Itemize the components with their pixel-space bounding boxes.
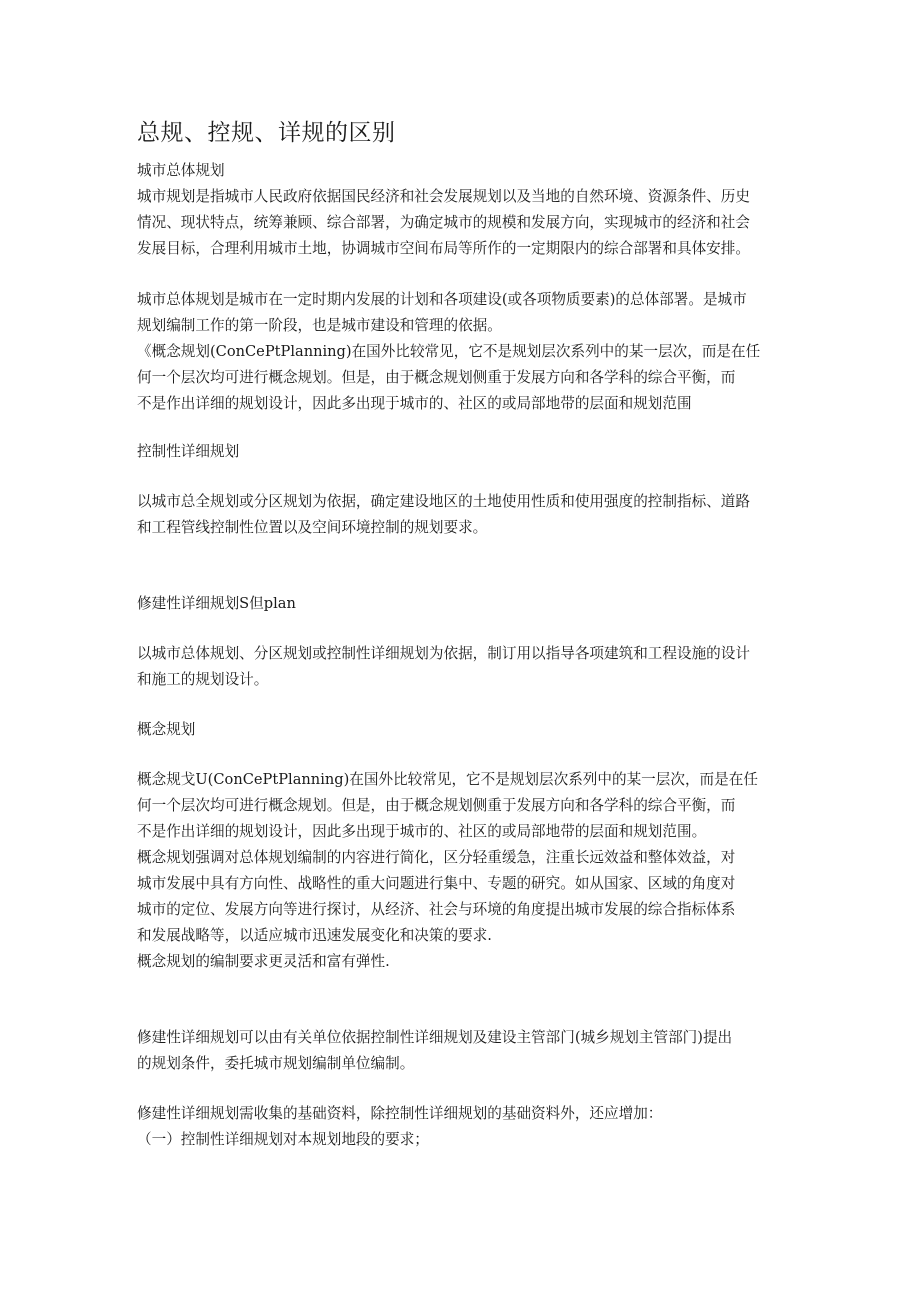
heading-master-plan: 城市总体规划 [137, 162, 225, 179]
paragraph-line: 和发展战略等，以适应城市迅速发展变化和决策的要求. [137, 927, 492, 944]
paragraph-line: 城市总体规划是城市在一定时期内发展的计划和各项建设(或各项物质要素)的总体部署。是城市 [137, 291, 747, 308]
paragraph-line: 概念规戈U(ConCePtPlanning)在国外比较常见，它不是规划层次系列中的某一层次，而是在任 [137, 771, 758, 788]
paragraph-line: 情况、现状特点，统筹兼顾、综合部署，为确定城市的规模和发展方向，实现城市的经济和社会 [137, 214, 750, 231]
paragraph-line: 不是作出详细的规划设计，因此多出现于城市的、社区的或局部地带的层面和规划范围 [137, 395, 692, 412]
heading-site-plan: 修建性详细规划S但plan [137, 595, 296, 612]
paragraph-line: 《概念规划(ConCePtPlanning)在国外比较常见，它不是规划层次系列中的某一层次，而是在任 [137, 343, 761, 360]
paragraph-line: 规划编制工作的第一阶段，也是城市建设和管理的依据。 [137, 317, 502, 334]
paragraph-line: 以城市总体规划、分区规划或控制性详细规划为依据，制订用以指导各项建筑和工程设施的设计 [137, 645, 750, 662]
heading-concept-plan: 概念规划 [137, 721, 196, 738]
paragraph-line: 何一个层次均可进行概念规划。但是，由于概念规划侧重于发展方向和各学科的综合平衡，而 [137, 797, 736, 814]
list-item: （一）控制性详细规划对本规划地段的要求； [137, 1131, 429, 1148]
paragraph-line: 和工程管线控制性位置以及空间环境控制的规划要求。 [137, 519, 488, 536]
document-title: 总规、控规、详规的区别 [137, 120, 396, 146]
paragraph-line: 和施工的规划设计。 [137, 671, 269, 688]
paragraph-line: 以城市总全规划或分区规划为依据，确定建设地区的土地使用性质和使用强度的控制指标、道路 [137, 493, 750, 510]
paragraph-line: 修建性详细规划可以由有关单位依据控制性详细规划及建设主管部门(城乡规划主管部门)提出 [137, 1029, 733, 1046]
paragraph-line: 的规划条件，委托城市规划编制单位编制。 [137, 1055, 415, 1072]
paragraph-line: 修建性详细规划需收集的基础资料，除控制性详细规划的基础资料外，还应增加： [137, 1105, 663, 1122]
heading-regulatory-plan: 控制性详细规划 [137, 443, 240, 460]
paragraph-line: 何一个层次均可进行概念规划。但是，由于概念规划侧重于发展方向和各学科的综合平衡，而 [137, 369, 736, 386]
paragraph-line: 发展目标，合理利用城市土地，协调城市空间布局等所作的一定期限内的综合部署和具体安排。 [137, 240, 750, 257]
paragraph-line: 城市规划是指城市人民政府依据国民经济和社会发展规划以及当地的自然环境、资源条件、历史 [137, 188, 750, 205]
paragraph-line: 概念规划强调对总体规划编制的内容进行简化，区分轻重缓急，注重长远效益和整体效益，对 [137, 849, 736, 866]
paragraph-line: 城市的定位、发展方向等进行探讨，从经济、社会与环境的角度提出城市发展的综合指标体系 [137, 901, 736, 918]
paragraph-line: 城市发展中具有方向性、战略性的重大问题进行集中、专题的研究。如从国家、区域的角度对 [137, 875, 736, 892]
paragraph-line: 概念规划的编制要求更灵活和富有弹性. [137, 953, 390, 970]
paragraph-line: 不是作出详细的规划设计，因此多出现于城市的、社区的或局部地带的层面和规划范围。 [137, 823, 707, 840]
